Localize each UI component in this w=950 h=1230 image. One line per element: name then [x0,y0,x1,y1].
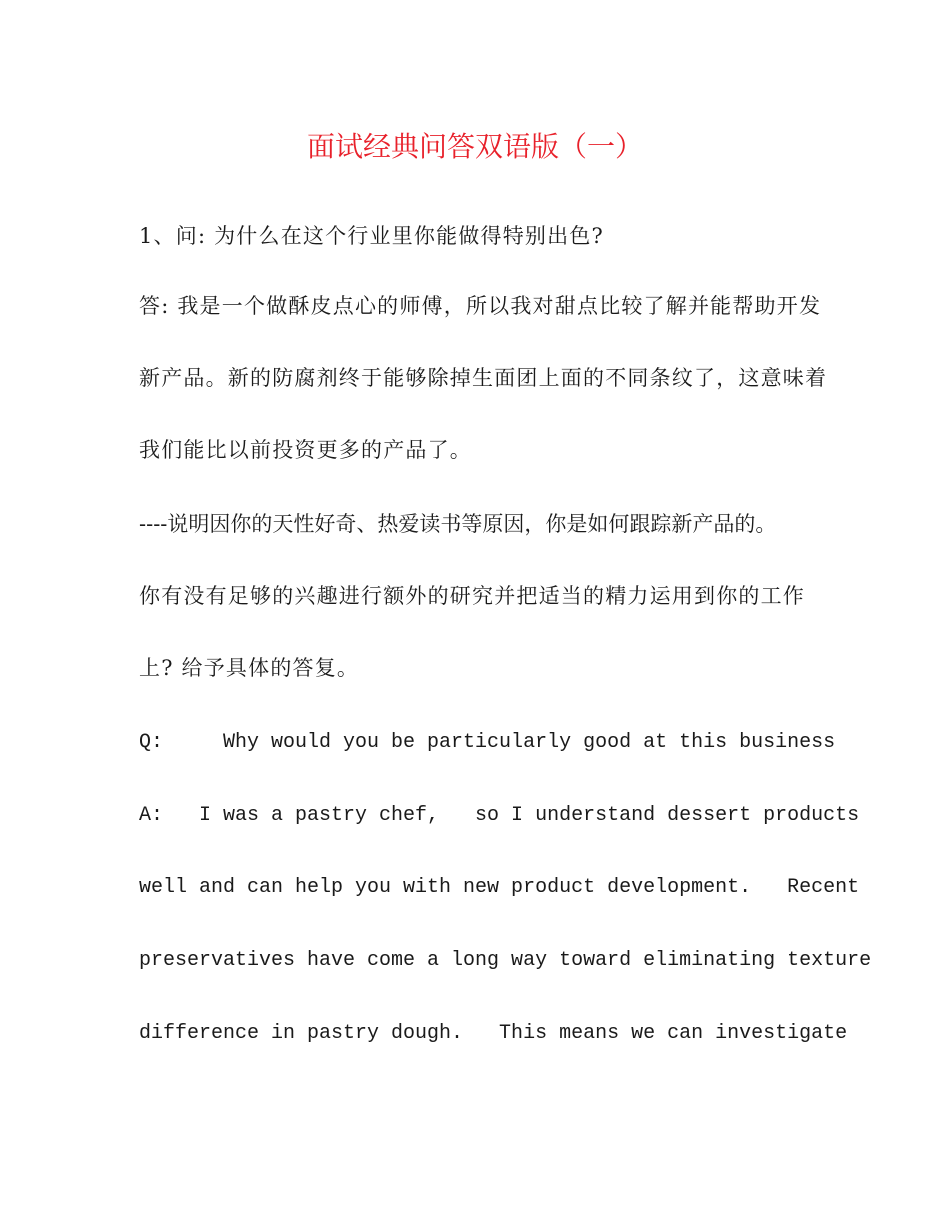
document-title: 面试经典问答双语版（一） [306,130,643,163]
answer-1-en-line-2: well and can help you with new product development. Recent [139,876,860,899]
note-1-line-2: 你有没有足够的兴趣进行额外的研究并把适当的精力运用到你的工作 [139,584,805,608]
answer-1-en-line-1: A: I was a pastry chef, so I understand dessert products [139,804,860,827]
answer-1-cn-line-2: 新产品。新的防腐剂终于能够除掉生面团上面的不同条纹了，这意味着 [139,366,828,390]
answer-1-cn-line-3: 我们能比以前投资更多的产品了。 [139,438,472,462]
question-1-cn: 1、问: 为什么在这个行业里你能做得特别出色? [139,224,604,248]
answer-1-en-line-3: preservatives have come a long way toward eliminating texture [139,949,872,972]
answer-1-cn-line-1: 答: 我是一个做酥皮点心的师傅，所以我对甜点比较了解并能帮助开发 [139,294,822,318]
note-1-line-1: ----说明因你的天性好奇、热爱读书等原因，你是如何跟踪新产品的。 [139,512,777,536]
question-1-en: Q: Why would you be particularly good at this business [139,731,836,754]
note-1-line-3: 上? 给予具体的答复。 [139,656,360,680]
answer-1-en-line-4: difference in pastry dough. This means we can investigate [139,1022,848,1045]
